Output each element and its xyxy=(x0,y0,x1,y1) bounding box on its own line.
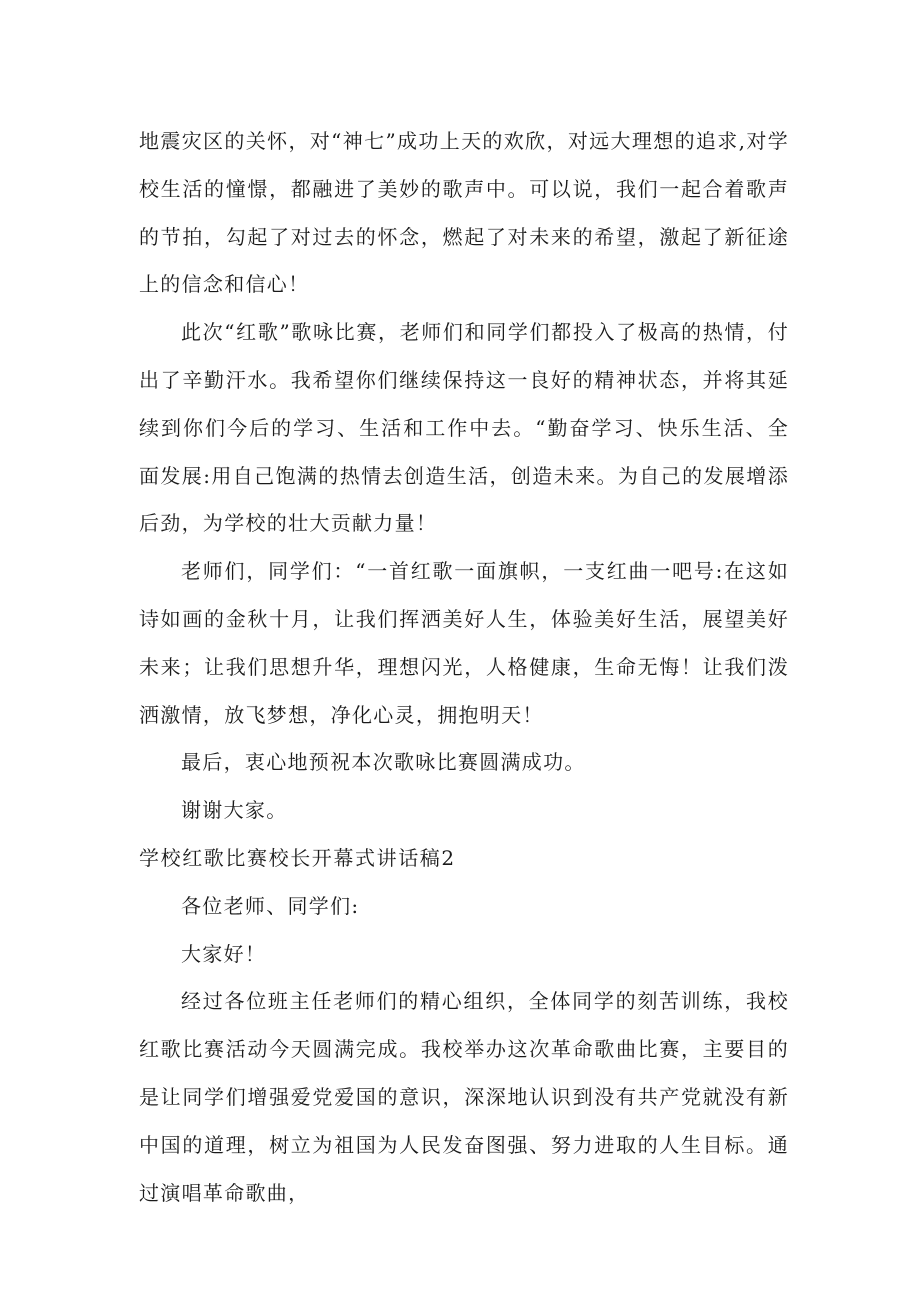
paragraph-red-song-contest: 此次“红歌”歌咏比赛，老师们和同学们都投入了极高的热情，付出了辛勤汗水。我希望你们继续保持这一良好的精神状态，并将其延续到你们今后的学习、生活和工作中去。“勤奋学习、快乐生活、全面发展:用自己饱满的热情去创造生活，创造未来。为自己的发展增添后劲，为学校的壮大贡献力量！ xyxy=(139,320,789,536)
paragraph-teachers-students: 老师们，同学们：“一首红歌一面旗帜，一支红曲一吧号:在这如诗如画的金秋十月，让我们挥洒美好人生，体验美好生活，展望美好未来；让我们思想升华，理想闪光，人格健康，生命无悔！让我们泼洒激情，放飞梦想，净化心灵，拥抱明天！ xyxy=(139,559,789,727)
section-title: 学校红歌比赛校长开幕式讲话稿2 xyxy=(139,845,456,870)
paragraph-closing-wish: 最后，衷心地预祝本次歌咏比赛圆满成功。 xyxy=(181,750,586,775)
document-body xyxy=(139,118,789,1217)
paragraph-contest-summary: 经过各位班主任老师们的精心组织，全体同学的刻苦训练，我校红歌比赛活动今天圆满完成。我校举办这次革命歌曲比赛，主要目的是让同学们增强爱党爱国的意识，深深地认识到没有共产党就没有新中国的道理，树立为祖国为人民发奋图强、努力进取的人生目标。通过演唱革命歌曲， xyxy=(139,989,789,1205)
paragraph-salutation: 各位老师、同学们: xyxy=(181,893,360,918)
paragraph-thanks: 谢谢大家。 xyxy=(181,798,288,823)
paragraph-greeting: 大家好！ xyxy=(181,941,267,966)
paragraph-continuation: 地震灾区的关怀，对“神七”成功上天的欢欣，对远大理想的追求,对学校生活的憧憬，都融进了美妙的歌声中。可以说，我们一起合着歌声的节拍，勾起了对过去的怀念，燃起了对未来的希望，激起了新征途上的信念和信心！ xyxy=(139,129,789,297)
